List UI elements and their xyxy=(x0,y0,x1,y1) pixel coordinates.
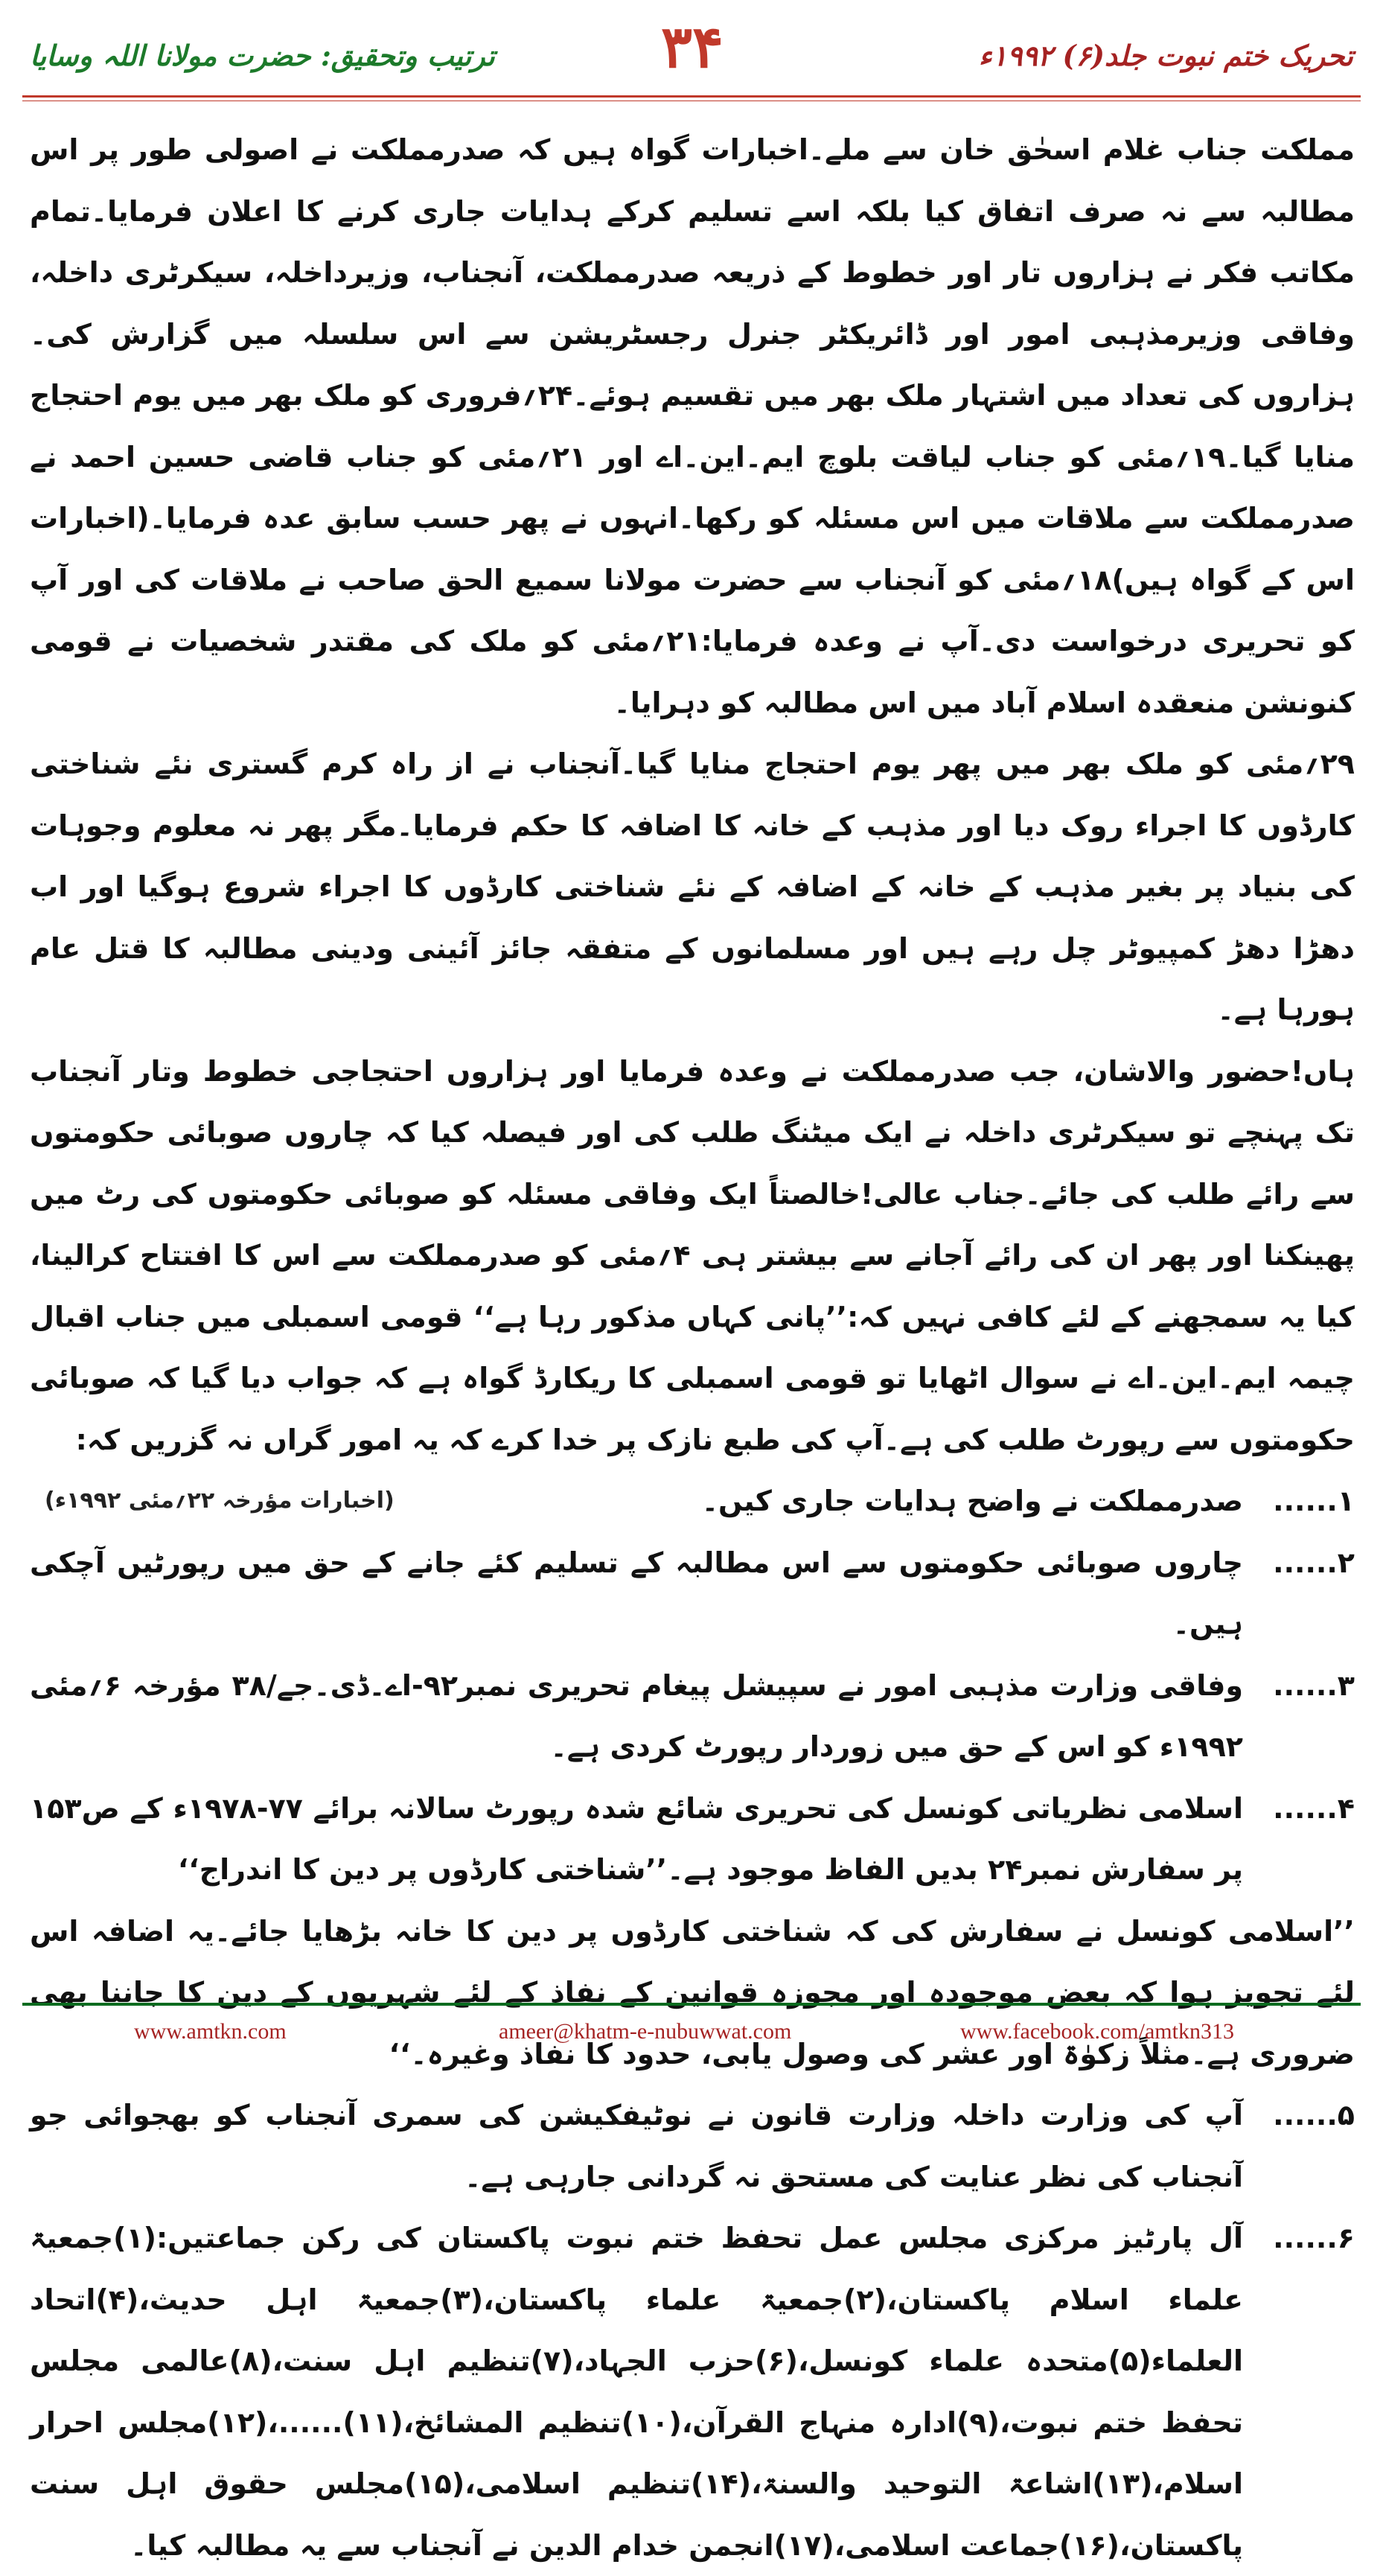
item-text: صدرمملکت نے واضح ہدایات جاری کیں۔ xyxy=(701,1485,1243,1517)
page-number: ۳۴ xyxy=(661,13,724,81)
item-text: آل پارٹیز مرکزی مجلس عمل تحفظ ختم نبوت پاکستان کی رکن جماعتیں:(۱)جمعیۃ علماء اسلام پاکستان،(۲)جمعیۃ علماء پاکستان،(۳)جمعیۃ اہل حدیث،(۴)اتحاد العلماء(۵)متحدہ علماء کونسل،(۶)حزب الجہاد،(۷)تنظیم اہل سنت،(۸)عالمی مجلس تحفظ ختم نبوت،(۹)ادارہ منہاج القرآن،(۱۰)تنظیم المشائخ،(۱۱)......،(۱۲)مجلس احرار اسلام،(۱۳)اشاعۃ التوحید والسنۃ،(۱۴)تنظیم اسلامی،(۱۵)مجلس حقوق اہل سنت پاکستان،(۱۶)جماعت اسلامی،(۱۷)انجمن خدام الدین نے آنجناب سے یہ مطالبہ کیا۔ xyxy=(30,2222,1243,2562)
list-item xyxy=(30,1470,1355,1532)
item-source: (اخبارات مؤرخہ ۲۲؍مئی ۱۹۹۲ء) xyxy=(45,1488,395,1514)
item-text: چاروں صوبائی حکومتوں سے اس مطالبہ کے تسلیم کئے جانے کے حق میں رپورٹیں آچکی ہیں۔ xyxy=(30,1546,1243,1640)
paragraph: مملکت جناب غلام اسحٰق خان سے ملے۔اخبارات گواہ ہیں کہ صدرمملکت نے اصولی طور پر اس مطالبہ سے نہ صرف اتفاق کیا بلکہ اسے تسلیم کرکے ہدایات جاری کرنے کا اعلان فرمایا۔تمام مکاتب فکر نے ہزاروں تار اور خطوط کے ذریعہ صدرمملکت، آنجناب، وزیرداخلہ، سیکرٹری داخلہ، وفاقی وزیرمذہبی امور اور ڈائریکٹر جنرل رجسٹریشن سے اس سلسلہ میں گزارش کی۔ ہزاروں کی تعداد میں اشتہار ملک بھر میں تقسیم ہوئے۔۲۴؍فروری کو ملک بھر میں یوم احتجاج منایا گیا۔۱۹؍مئی کو جناب لیاقت بلوچ ایم۔این۔اے اور ۲۱؍مئی کو جناب قاضی حسین احمد نے صدرمملکت سے ملاقات میں اس مسئلہ کو رکھا۔انہوں نے پھر حسب سابق عدہ فرمایا۔(اخبارات اس کے گواہ ہیں)۱۸؍مئی کو آنجناب سے حضرت مولانا سمیع الحق صاحب نے ملاقات کی اور آپ کو تحریری درخواست دی۔آپ نے وعدہ فرمایا:۲۱؍مئی کو ملک کی مقتدر شخصیات نے قومی کنونشن منعقدہ اسلام آباد میں اس مطالبہ کو دہرایا۔ xyxy=(30,133,1355,719)
list-item xyxy=(30,2085,1355,2207)
facebook-link[interactable]: www.facebook.com/amtkn313 xyxy=(960,2019,1234,2044)
item-text: وفاقی وزارت مذہبی امور نے سپیشل پیغام تحریری نمبر۹۲-اے۔ڈی۔جے/۳۸ مؤرخہ ۶؍مئی ۱۹۹۲ء کو اس کے حق میں زوردار رپورٹ کردی ہے۔ xyxy=(30,1668,1243,1763)
item-number: ۱...... xyxy=(1273,1485,1355,1517)
item-number: ۲...... xyxy=(1273,1546,1355,1579)
page-footer xyxy=(22,2003,1361,2050)
website-link[interactable]: www.amtkn.com xyxy=(134,2019,287,2044)
list-item xyxy=(30,1778,1355,1901)
item-number: ۶...... xyxy=(1273,2222,1355,2254)
list-item xyxy=(30,1655,1355,1778)
item-number: ۴...... xyxy=(1273,1791,1355,1825)
item-number: ۳...... xyxy=(1273,1668,1355,1702)
paragraph: ۲۹؍مئی کو ملک بھر میں پھر یوم احتجاج منایا گیا۔آنجناب نے از راہ کرم گستری نئے شناختی کارڈوں کا اجراء روک دیا اور مذہب کے خانہ کا اضافہ کا حکم فرمایا۔مگر پھر نہ معلوم وجوہات کی بنیاد پر بغیر مذہب کے خانہ کے اضافہ کے نئے شناختی کارڈوں کا اجراء شروع ہوگیا اور اب دھڑا دھڑ کمپیوٹر چل رہے ہیں اور مسلمانوں کے متفقہ جائز آئینی ودینی مطالبہ کا قتل عام ہورہا ہے۔ xyxy=(30,747,1355,1026)
paragraph: ہاں!حضور والاشان، جب صدرمملکت نے وعدہ فرمایا اور ہزاروں احتجاجی خطوط وتار آنجناب تک پہنچے تو سیکرٹری داخلہ نے ایک میٹنگ طلب کی اور فیصلہ کیا کہ چاروں صوبائی حکومتوں سے رائے طلب کی جائے۔جناب عالی!خالصتاً ایک وفاقی مسئلہ کو صوبائی حکومتوں کی رٹ میں پھینکنا اور پھر ان کی رائے آجانے سے بیشتر ہی ۴؍مئی کو صدرمملکت سے اس کا افتتاح کرالینا، کیا یہ سمجھنے کے لئے کافی نہیں کہ:’’پانی کہاں مذکور رہا ہے‘‘ قومی اسمبلی میں جناب اقبال چیمہ ایم۔این۔اے نے سوال اٹھایا تو قومی اسمبلی کا ریکارڈ گواہ ہے کہ جواب دیا گیا کہ صوبائی حکومتوں سے رپورٹ طلب کی ہے۔آپ کی طبع نازک پر خدا کرے کہ یہ امور گراں نہ گزریں کہ: xyxy=(30,1054,1355,1456)
page-header xyxy=(0,0,1383,112)
item-number: ۵...... xyxy=(1273,2099,1355,2132)
list-item xyxy=(30,1532,1355,1655)
email-link[interactable]: ameer@khatm-e-nubuwwat.com xyxy=(499,2019,792,2044)
list-item xyxy=(30,2207,1355,2576)
item-text: اسلامی نظریاتی کونسل کی تحریری شائع شدہ رپورٹ سالانہ برائے ۷۷-۱۹۷۸ء کے ص۱۵۳ پر سفارش نمبر۲۴ بدیں الفاظ موجود ہے۔’’شناختی کارڈوں پر دین کا اندراج‘‘ xyxy=(30,1791,1243,1886)
compiler-credit: ترتیب وتحقیق: حضرت مولانا اللہ وسایا xyxy=(30,39,495,72)
council-quote: ’’اسلامی کونسل نے سفارش کی کہ شناختی کارڈوں پر دین کا خانہ بڑھایا جائے۔یہ اضافہ اس لئے تجویز ہوا کہ بعض موجودہ اور مجوزہ قوانین کے نفاذ کے لئے شہریوں کے دین کا جاننا بھی ضروری ہے۔مثلاً زکوٰۃ اور عشر کی وصول یابی، حدود کا نفاذ وغیرہ۔‘‘ xyxy=(30,1914,1355,2070)
header-divider xyxy=(22,95,1361,98)
item-text: آپ کی وزارت داخلہ وزارت قانون نے نوٹیفکیشن کی سمری آنجناب کو بھجوائی جو آنجناب کی نظر عنایت کی مستحق نہ گردانی جارہی ہے۔ xyxy=(30,2099,1243,2193)
book-title: تحریک ختم نبوت جلد(۶) ۱۹۹۲ء xyxy=(978,39,1353,72)
